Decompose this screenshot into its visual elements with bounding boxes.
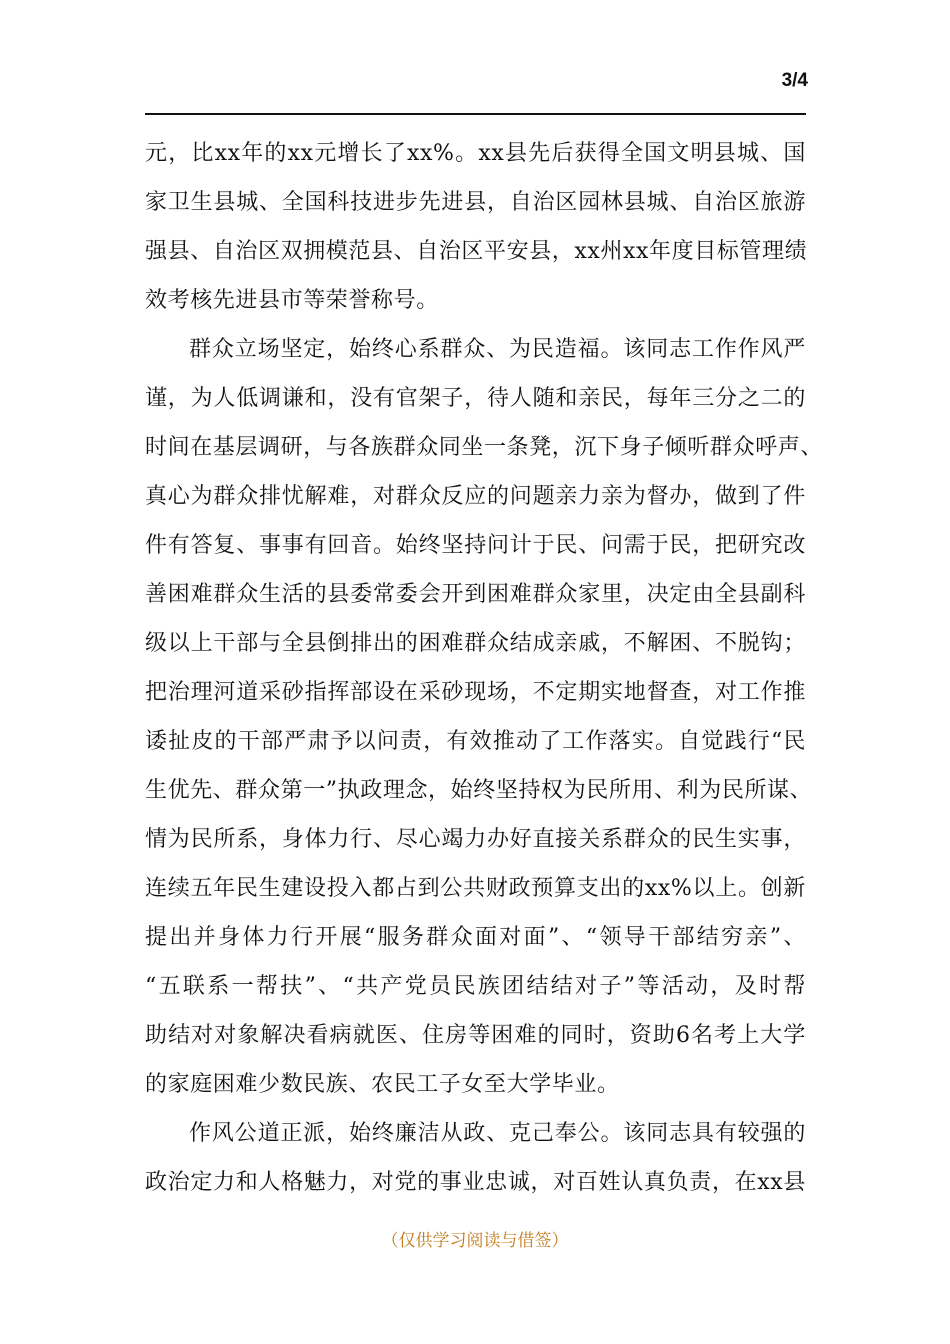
body-text-line: 件有答复、事事有回音。始终坚持问计于民、问需于民，把研究改 bbox=[145, 533, 806, 558]
body-text-line: 作风公道正派，始终廉洁从政、克己奉公。该同志具有较强的 bbox=[189, 1121, 806, 1146]
body-text-line: 善困难群众生活的县委常委会开到困难群众家里，决定由全县副科 bbox=[145, 582, 806, 607]
body-text-line: 诿扯皮的干部严肃予以问责，有效推动了工作落实。自觉践行“民 bbox=[145, 729, 806, 754]
body-text-line: 真心为群众排忧解难，对群众反应的问题亲力亲为督办，做到了件 bbox=[145, 484, 806, 509]
body-text-line: 级以上干部与全县倒排出的困难群众结成亲戚，不解困、不脱钩； bbox=[145, 631, 806, 656]
body-text-line: 谨，为人低调谦和，没有官架子，待人随和亲民，每年三分之二的 bbox=[145, 386, 806, 411]
body-text-line: 提出并身体力行开展“服务群众面对面”、“领导干部结穷亲”、 bbox=[145, 925, 806, 950]
body-text-line: 政治定力和人格魅力，对党的事业忠诚，对百姓认真负责，在xx县 bbox=[145, 1170, 806, 1195]
body-text-line: 把治理河道采砂指挥部设在采砂现场，不定期实地督查，对工作推 bbox=[145, 680, 806, 705]
body-text-line: 情为民所系，身体力行、尽心竭力办好直接关系群众的民生实事， bbox=[145, 827, 806, 852]
body-text-line: 助结对对象解决看病就医、住房等困难的同时，资助6名考上大学 bbox=[145, 1023, 806, 1048]
page-number: 3/4 bbox=[781, 70, 808, 91]
body-text-line: 生优先、群众第一”执政理念，始终坚持权为民所用、利为民所谋、 bbox=[145, 778, 813, 803]
header-divider bbox=[145, 113, 806, 115]
body-text-line: 的家庭困难少数民族、农民工子女至大学毕业。 bbox=[145, 1072, 620, 1097]
body-text-line: “五联系一帮扶”、“共产党员民族团结结对子”等活动，及时帮 bbox=[145, 974, 806, 999]
body-text-line: 时间在基层调研，与各族群众同坐一条凳，沉下身子倾听群众呼声、 bbox=[145, 435, 824, 460]
document-body bbox=[145, 129, 824, 1207]
body-text-line: 群众立场坚定，始终心系群众、为民造福。该同志工作作风严 bbox=[189, 337, 806, 362]
body-text-line: 元，比xx年的xx元增长了xx%。xx县先后获得全国文明县城、国 bbox=[145, 141, 806, 166]
footer-note: （仅供学习阅读与借签） bbox=[381, 1231, 569, 1251]
body-text-line: 效考核先进县市等荣誉称号。 bbox=[145, 288, 439, 313]
body-text-line: 家卫生县城、全国科技进步先进县，自治区园林县城、自治区旅游 bbox=[145, 190, 806, 215]
body-text-line: 连续五年民生建设投入都占到公共财政预算支出的xx%以上。创新 bbox=[145, 876, 806, 901]
body-text-line: 强县、自治区双拥模范县、自治区平安县，xx州xx年度目标管理绩 bbox=[145, 239, 808, 264]
